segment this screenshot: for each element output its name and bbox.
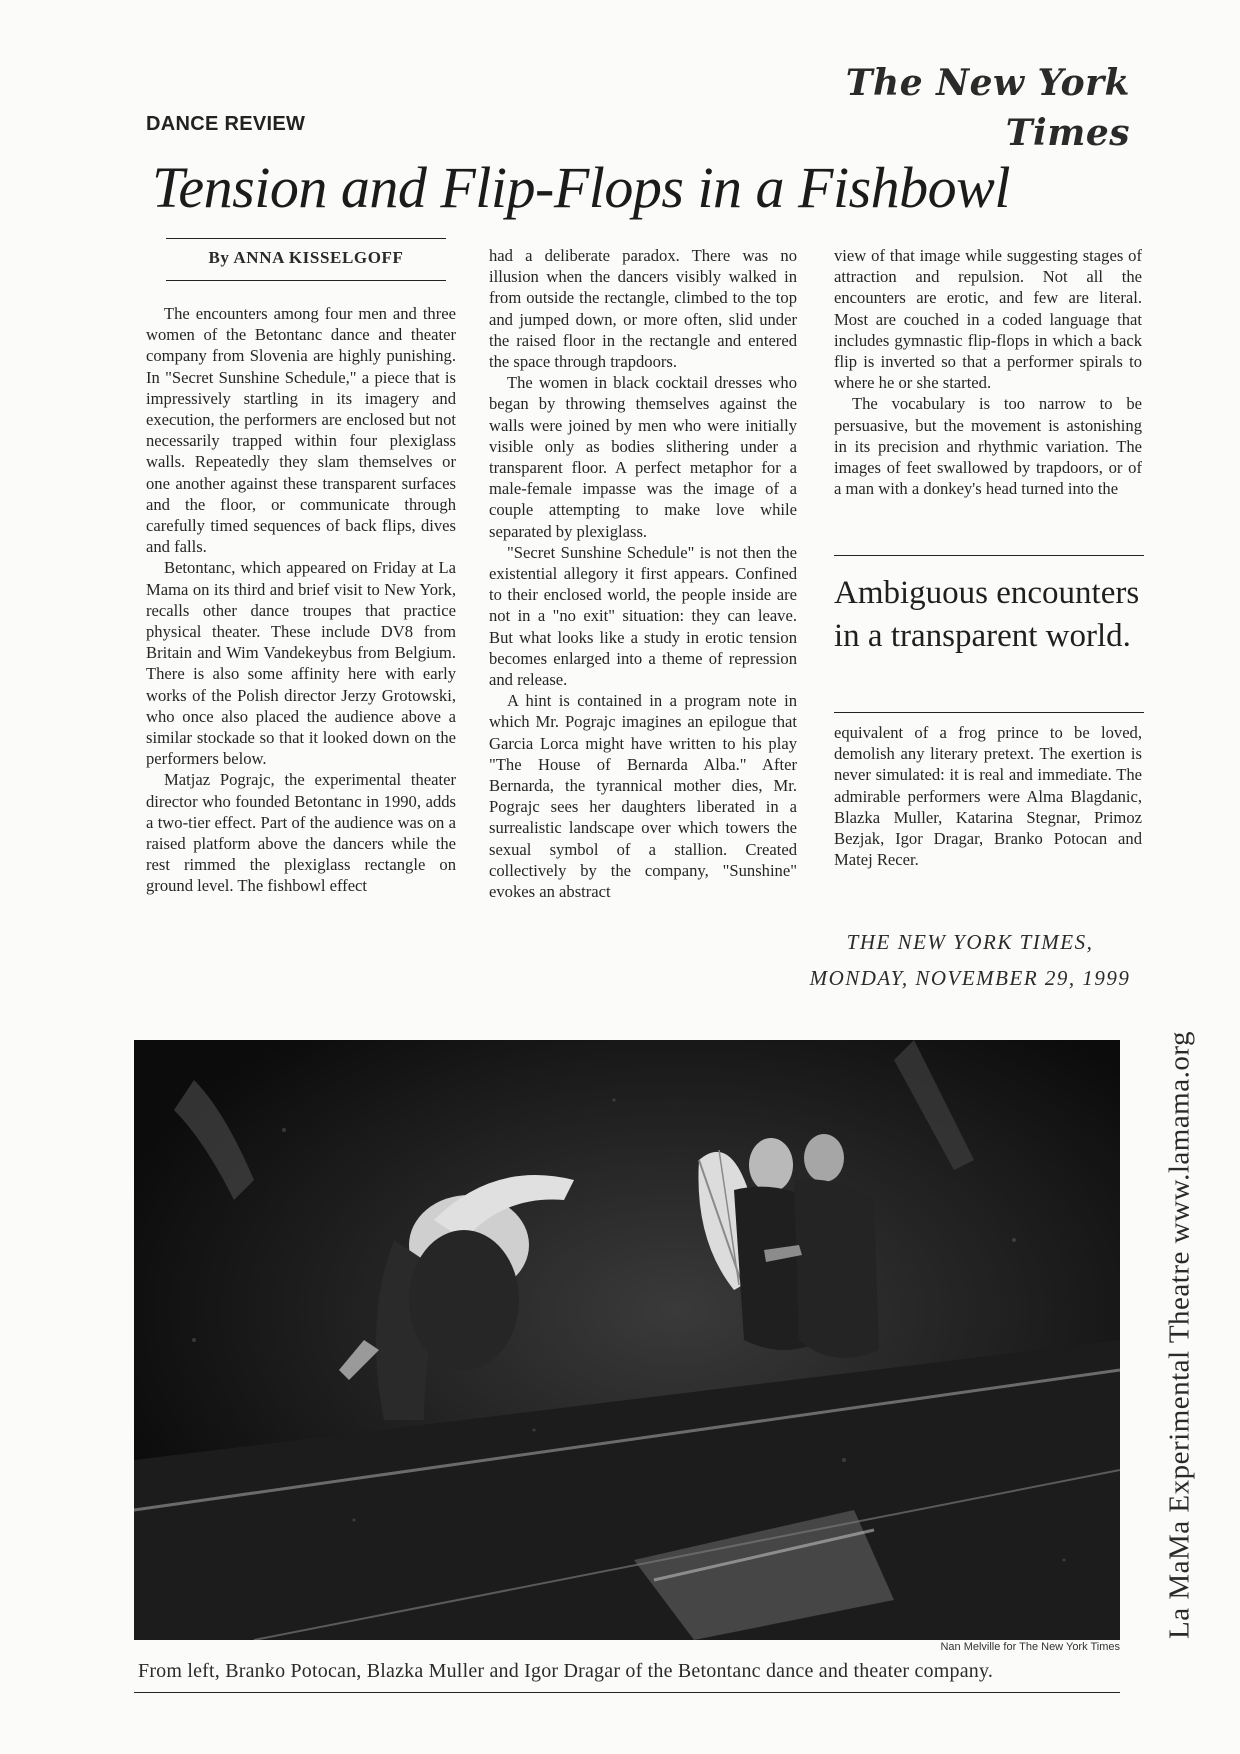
section-kicker: DANCE REVIEW <box>146 113 306 135</box>
caption-rule <box>134 1692 1120 1693</box>
photo-credit: Nan Melville for The New York Times <box>940 1641 1120 1653</box>
paragraph: had a deliberate paradox. There was no illusion when the dancers visibly walked in from outside the rectangle, climbed to the top and jumped down, or more often, slid under the raised floor in the rectangle and entered the space through trapdoors. <box>489 246 797 372</box>
dateline-publication: THE NEW YORK TIMES, <box>846 930 1094 954</box>
paragraph: A hint is contained in a program note in which Mr. Pograjc imagines an epilogue that Garcia Lorca might have written to his play "The House of Bernarda Alba." After Bernarda, the tyrannical mother dies, Mr. Pograjc sees her daughters liberated in a surrealistic landscape over which towers the sexual symbol of a stallion. Created collectively by the company, "Sunshine" evokes an abstract <box>489 691 797 902</box>
performance-photo <box>134 1040 1120 1640</box>
pullquote-rule-top <box>834 555 1144 556</box>
article-column-2 <box>489 245 797 1007</box>
paragraph: "Secret Sunshine Schedule" is not then the existential allegory it first appears. Confined to their enclosed world, the people inside are not in a "no exit" situation: they can leave. But what looks like a study in erotic tension becomes enlarged into a theme of repression and release. <box>489 542 797 690</box>
sidebar-text: La MaMa Experimental Theatre www.lamama.org <box>1163 1031 1196 1639</box>
paragraph: Betontanc, which appeared on Friday at La Mama on its third and brief visit to New York, recalls other dance troupes that practice physical theater. These include DV8 from Britain and Wim Vandekeybus from Belgium. There is also some affinity here with early works of the Polish director Jerzy Grotowski, who once also placed the audience above a similar stockade so that it looked down on the performers below. <box>146 558 456 769</box>
paragraph: Matjaz Pograjc, the experimental theater director who founded Betontanc in 1990, adds a two-tier effect. Part of the audience was on a raised platform above the dancers while the rest rimmed the plexiglass rectangle on ground level. The fishbowl effect <box>146 770 456 896</box>
paragraph: The encounters among four men and three women of the Betontanc dance and theater company from Slovenia are highly punishing. In "Secret Sunshine Schedule," a piece that is impressively startling in its imagery and execution, the performers are enclosed but not necessarily trapped within four plexiglass walls. Repeatedly they slam themselves or one another against these transparent surfaces and the floor, or communicate through carefully timed sequences of back flips, dives and falls. <box>146 304 456 557</box>
vertical-sidebar-credit <box>1150 995 1210 1675</box>
photo-caption: From left, Branko Potocan, Blazka Muller and Igor Dragar of the Betontanc dance and theater company. <box>138 1660 994 1682</box>
dateline-date: MONDAY, NOVEMBER 29, 1999 <box>809 966 1131 990</box>
masthead-logo: The New York Times <box>845 62 1130 154</box>
paragraph: equivalent of a frog prince to be loved, demolish any literary pretext. The exertion is never simulated: it is real and immediate. The admirable performers were Alma Blagdanic, Blazka Muller, Katarina Stegnar, Primoz Bezjak, Igor Dragar, Branko Potocan and Matej Recer. <box>834 723 1142 870</box>
paragraph: The women in black cocktail dresses who began by throwing themselves against the walls were joined by men who were initially visible only as bodies slithering under a transparent floor. A perfect metaphor for a male-female impasse was the image of a couple attempting to make love while separated by plexiglass. <box>489 373 797 541</box>
pullquote-rule-bottom <box>834 712 1144 713</box>
pull-quote: Ambiguous encounters in a transparent world. <box>834 575 1140 654</box>
byline-rule-bottom <box>166 280 446 281</box>
article-column-3 <box>834 245 1142 540</box>
byline: By ANNA KISSELGOFF <box>208 248 404 267</box>
article-column-3-continued <box>834 722 1142 897</box>
paragraph: view of that image while suggesting stages of attraction and repulsion. Not all the encounters are erotic, and few are literal. Most are couched in a coded language that includes gymnastic flip-flops in which a back flip is inverted so that a performer spirals to where he or she started. <box>834 246 1142 393</box>
headline: Tension and Flip-Flops in a Fishbowl <box>152 155 1010 220</box>
paragraph: The vocabulary is too narrow to be persuasive, but the movement is astonishing in its precision and rhythmic variation. The images of feet swallowed by trapdoors, or of a man with a donkey's head turned into the <box>834 394 1142 499</box>
article-column-1 <box>146 303 456 1005</box>
byline-rule-top <box>166 238 446 239</box>
